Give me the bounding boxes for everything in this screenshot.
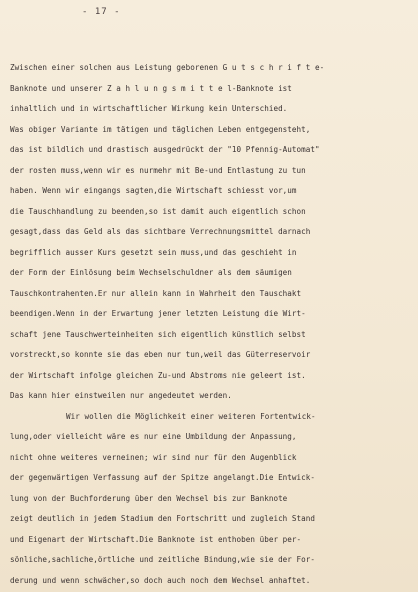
text-line: beendigen.Wenn in der Erwartung jener letzten Leistung die Wirt- (10, 309, 306, 318)
text-line: der gegenwärtigen Verfassung auf der Spitze angelangt.Die Entwick- (10, 473, 316, 482)
text-line: lung,oder vielleicht wäre es nur eine Umbildung der Anpassung, (10, 432, 297, 441)
text-line: der rosten muss,wenn wir es nurmehr mit Be-und Entlastung zu tun (10, 165, 306, 175)
text-line: der Wirtschaft infolge gleichen Zu-und Abstroms nie geleert ist. (10, 370, 306, 380)
text-line: der Form der Einlösung beim Wechselschuldner als dem säumigen (10, 268, 292, 277)
text-line: Das kann hier einstweilen nur angedeutet werden. (10, 391, 232, 400)
text-line: Was obiger Variante im tätigen und täglichen Leben entgegensteht, (10, 124, 311, 134)
text-line: Banknote und unserer Z a h l u n g s m i t t e l-Banknote ist (10, 83, 292, 93)
text-line: Tauschkontrahenten.Er nur allein kann in Wahrheit den Tauschakt (10, 288, 302, 298)
text-line: Wir wollen die Möglichkeit einer weiteren Fortentwick- (66, 411, 316, 421)
page-number: - 17 - (82, 7, 121, 17)
text-line: schaft jene Tauschwerteinheiten sich eigentlich künstlich selbst (10, 329, 306, 339)
text-line: Zwischen einer solchen aus Leistung geborenen G u t s c h r i f t e- (10, 63, 325, 72)
text-line: vorstreckt,so konnte sie das eben nur tun,weil das Güterreservoir (10, 350, 311, 359)
text-line: sönliche,sachliche,örtliche und zeitliche Bindung,wie sie der For- (10, 555, 316, 564)
text-line: gesagt,dass das Geld als das sichtbare Verrechnungsmittel darnach (10, 227, 311, 236)
text-line: derung und wenn schwächer,so doch auch noch dem Wechsel anhaftet. (10, 575, 311, 585)
text-line: und Eigenart der Wirtschaft.Die Banknote ist enthoben über per- (10, 534, 302, 544)
text-line: das ist bildlich und drastisch ausgedrückt der "10 Pfennig-Automat" (10, 145, 320, 154)
text-line: zeigt deutlich in jedem Stadium den Fortschritt und zugleich Stand (10, 514, 316, 523)
body-text (10, 58, 414, 591)
text-line: begrifflich ausser Kurs gesetzt sein muss,und das geschieht in (10, 247, 297, 257)
text-line: die Tauschhandlung zu beenden,so ist damit auch eigentlich schon (10, 206, 306, 216)
text-line: inhaltlich und in wirtschaftlicher Wirkung kein Unterschied. (10, 104, 288, 113)
text-line: nicht ohne weiteres verneinen; wir sind nur für den Augenblick (10, 452, 297, 462)
text-line: haben. Wenn wir eingangs sagten,die Wirtschaft schiesst vor,um (10, 186, 297, 195)
text-line: lung von der Buchforderung über den Wechsel bis zur Banknote (10, 493, 288, 503)
